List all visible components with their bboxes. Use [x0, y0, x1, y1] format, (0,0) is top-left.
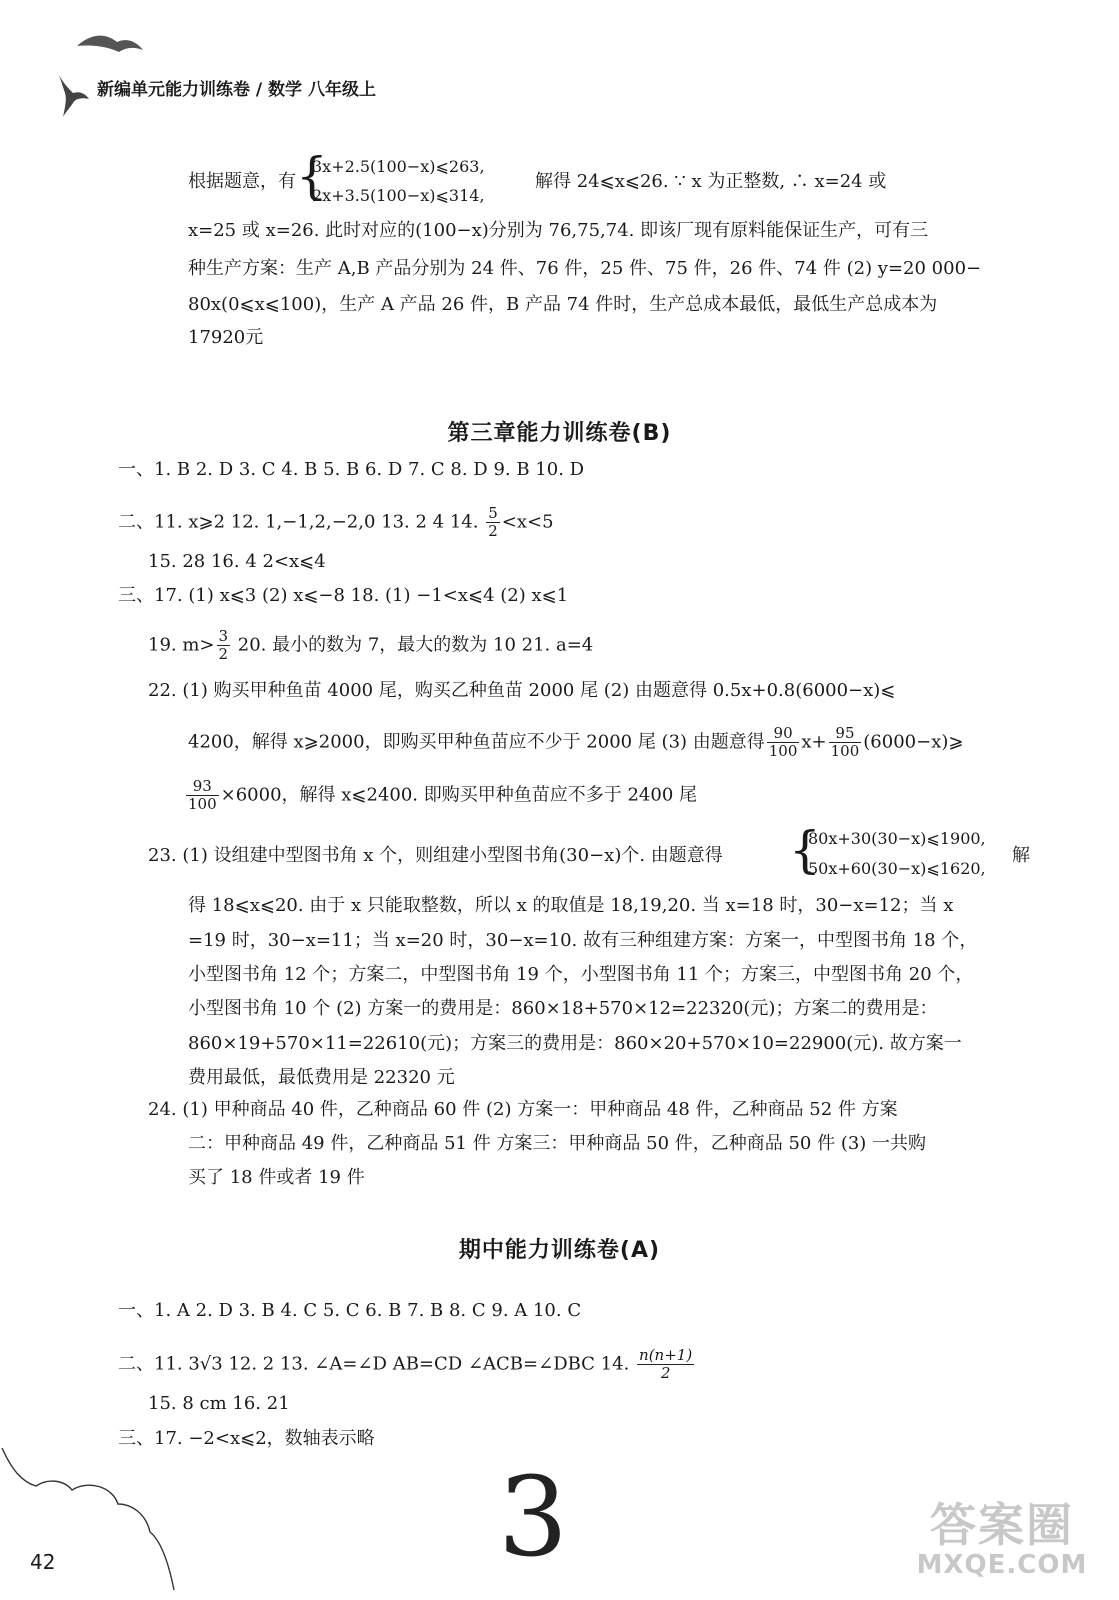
bird-icon — [75, 28, 145, 68]
text-line: x=25 或 x=26. 此时对应的(100−x)分别为 76,75,74. 即该厂现有原料能保证生产，可有三 — [188, 220, 929, 241]
answer-line: 一、1. A 2. D 3. B 4. C 5. C 6. B 7. B 8. C 9. A 10. C — [118, 1300, 582, 1321]
answer-text: ×6000，解得 x⩽2400. 即购买甲种鱼苗应不多于 2400 尾 — [220, 784, 697, 806]
fraction: $\frac{93}{100}$ — [188, 777, 217, 813]
answer-text: 19. m> — [148, 634, 215, 656]
answer-text: 二、11. x⩾2 12. 1,−1,2,−2,0 13. 2 4 14. — [118, 511, 479, 533]
text-line: 17920元 — [188, 327, 264, 348]
answer-line: 24. (1) 甲种商品 40 件，乙种商品 60 件 (2) 方案一：甲种商品 48 件，乙种商品 52 件 方案 — [148, 1099, 898, 1120]
answer-line — [118, 505, 554, 540]
answer-line: 得 18⩽x⩽20. 由于 x 只能取整数，所以 x 的取值是 18,19,20. 当 x=18 时，30−x=12；当 x — [188, 895, 954, 916]
system-brace: { — [789, 821, 821, 879]
answer-line: 23. (1) 设组建中型图书角 x 个，则组建小型图书角(30−x)个. 由题意得 — [148, 845, 723, 866]
fraction: $\frac{n(n+1)}{2}$ — [639, 1346, 693, 1382]
section-title: 期中能力训练卷(A) — [458, 1238, 661, 1263]
answer-line: 买了 18 件或者 19 件 — [188, 1167, 365, 1188]
answer-line: 小型图书角 12 个；方案二，中型图书角 19 个，小型图书角 11 个；方案三，中型图书角 20 个， — [188, 964, 974, 985]
header-title: 新编单元能力训练卷 / 数学 八年级上 — [97, 80, 376, 100]
answer-line: =19 时，30−x=11；当 x=20 时，30−x=10. 故有三种组建方案：方案一，中型图书角 18 个， — [188, 930, 978, 951]
answer-line — [188, 725, 963, 760]
answer-line — [118, 1347, 696, 1382]
system-line: 50x+60(30−x)⩽1620, — [808, 859, 986, 878]
answer-line: 860×19+570×11=22610(元)；方案三的费用是：860×20+570×10=22900(元). 故方案一 — [188, 1033, 962, 1054]
bird-icon-small — [55, 73, 91, 118]
answer-line: 一、1. B 2. D 3. C 4. B 5. B 6. D 7. C 8. D 9. B 10. D — [118, 459, 585, 480]
answer-line: 15. 28 16. 4 2<x⩽4 — [148, 551, 326, 572]
answer-text: 4200，解得 x⩾2000，即购买甲种鱼苗应不少于 2000 尾 (3) 由题意得 — [188, 731, 765, 753]
watermark — [907, 1500, 1097, 1580]
answer-line: 15. 8 cm 16. 21 — [148, 1393, 290, 1414]
answer-text: 20. 最小的数为 7，最大的数为 10 21. a=4 — [232, 634, 594, 656]
fraction: $\frac{5}{2}$ — [488, 504, 498, 540]
system-brace: { — [296, 147, 328, 205]
answer-line: 22. (1) 购买甲种鱼苗 4000 尾，购买乙种鱼苗 2000 尾 (2) 由题意得 0.5x+0.8(6000−x)⩽ — [148, 680, 896, 701]
answer-line: 三、17. −2<x⩽2，数轴表示略 — [118, 1428, 375, 1449]
answer-text: 解 — [1012, 845, 1030, 866]
answer-text: <x<5 — [501, 511, 554, 533]
cloud-decoration — [0, 1440, 200, 1600]
header — [55, 28, 475, 118]
answer-line: 三、17. (1) x⩽3 (2) x⩽−8 18. (1) −1<x⩽4 (2) x⩽1 — [118, 585, 569, 606]
system-line: 2x+3.5(100−x)⩽314, — [312, 186, 485, 205]
answer-line: 费用最低，最低费用是 22320 元 — [188, 1067, 455, 1088]
section-title: 第三章能力训练卷(B) — [447, 421, 672, 446]
fraction: $\frac{95}{100}$ — [830, 724, 860, 760]
text-line: 根据题意，有 — [188, 171, 296, 192]
watermark-url: MXQE.COM — [916, 1550, 1088, 1580]
fraction: $\frac{90}{100}$ — [768, 724, 798, 760]
answer-line — [186, 778, 697, 813]
answer-line: 二：甲种商品 49 件，乙种商品 51 件 方案三：甲种商品 50 件，乙种商品 50 件 (3) 一共购 — [188, 1133, 927, 1154]
answer-text: 二、11. 3√3 12. 2 13. ∠A=∠D AB=CD ∠ACB=∠DBC 14. — [118, 1353, 630, 1375]
answer-line — [148, 628, 593, 663]
system-line: 3x+2.5(100−x)⩽263, — [312, 157, 485, 176]
text-line: 种生产方案：生产 A,B 产品分别为 24 件、76 件，25 件、75 件，26 件、74 件 (2) y=20 000− — [188, 258, 982, 279]
answer-text: x+ — [801, 731, 827, 753]
handwritten-mark: 3 — [498, 1453, 568, 1581]
page-number: 42 — [30, 1550, 56, 1574]
fraction: $\frac{3}{2}$ — [218, 627, 229, 663]
answer-line: 小型图书角 10 个 (2) 方案一的费用是：860×18+570×12=22320(元)；方案二的费用是： — [188, 998, 938, 1019]
text-line: 80x(0⩽x⩽100)，生产 A 产品 26 件，B 产品 74 件时，生产总成本最低，最低生产总成本为 — [188, 294, 938, 315]
watermark-cn: 答案圈 — [930, 1498, 1074, 1552]
system-line: 80x+30(30−x)⩽1900, — [808, 829, 986, 848]
text-line: 解得 24⩽x⩽26. ∵ x 为正整数, ∴ x=24 或 — [535, 171, 887, 192]
answer-text: (6000−x)⩾ — [863, 731, 964, 753]
